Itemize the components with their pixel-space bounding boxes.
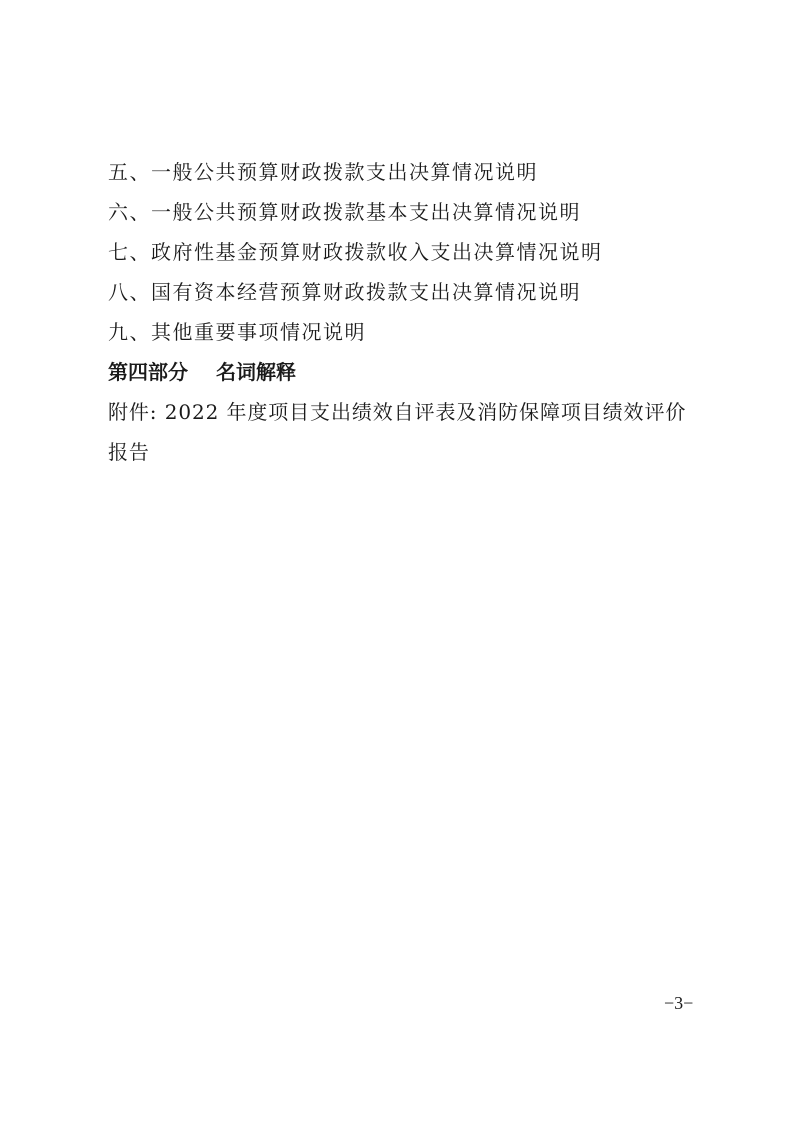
toc-item-9: 九、其他重要事项情况说明 [108,320,366,344]
toc-part-4-number: 第四部分 [108,360,188,384]
toc-item-5: 五、一般公共预算财政拨款支出决算情况说明 [108,160,538,184]
toc-item-6: 六、一般公共预算财政拨款基本支出决算情况说明 [108,200,581,224]
toc-item-7: 七、政府性基金预算财政拨款收入支出决算情况说明 [108,240,603,264]
toc-part-4-heading [108,352,708,392]
table-of-contents [108,152,708,472]
toc-item-8: 八、国有资本经营预算财政拨款支出决算情况说明 [108,280,581,304]
toc-appendix: 附件: 2022 年度项目支出绩效自评表及消防保障项目绩效评价报告 [108,400,687,464]
toc-part-4-title: 名词解释 [216,360,296,384]
page-number: −3− [664,993,694,1013]
